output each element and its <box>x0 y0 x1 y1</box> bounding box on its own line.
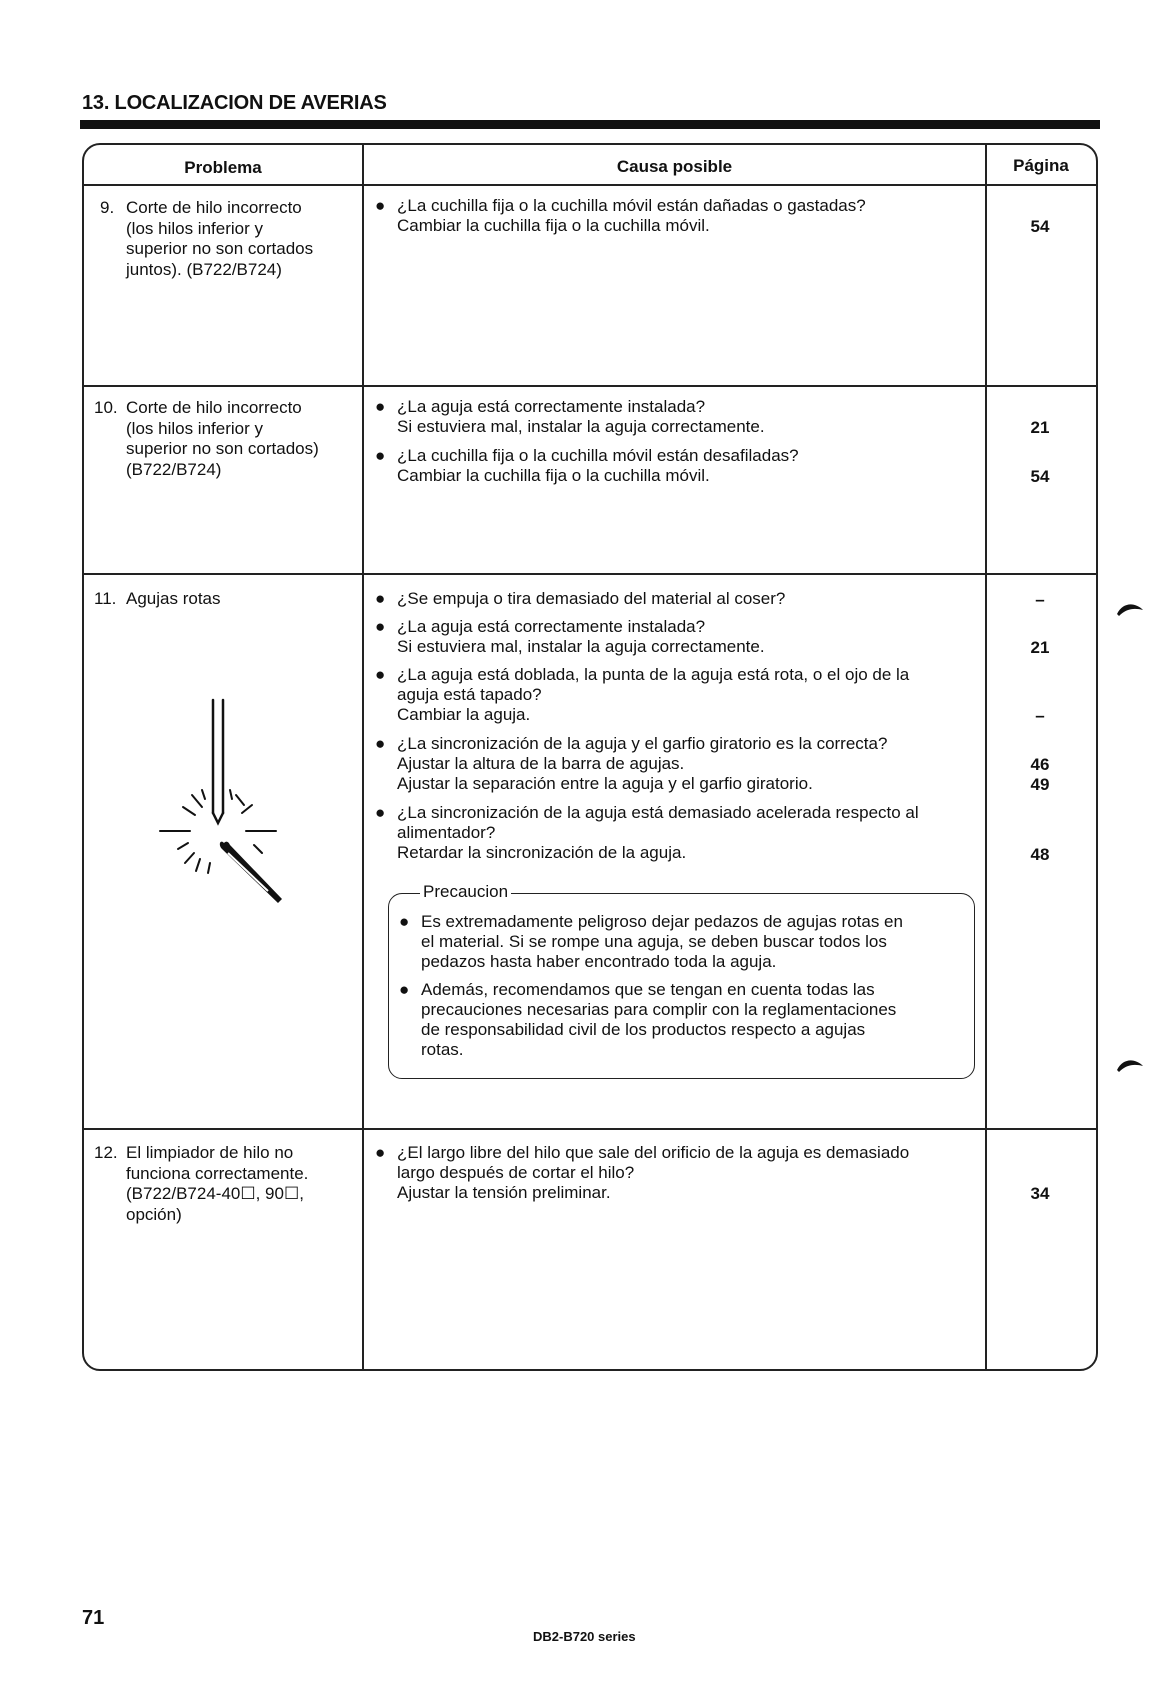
problem-line: juntos). (B722/B724) <box>126 259 282 279</box>
bullet-icon: ● <box>375 617 386 636</box>
page-ref: 21 <box>1030 418 1050 437</box>
caution-label: Precaucion <box>420 882 511 902</box>
caution-line: pedazos hasta haber encontrado toda la aguja. <box>421 952 777 971</box>
header-page: Página <box>1013 156 1069 175</box>
row-divider <box>82 573 1098 575</box>
cause-line: Cambiar la cuchilla fija o la cuchilla móvil. <box>397 216 710 235</box>
page-ref: – <box>1035 590 1045 609</box>
cause-line: ¿La cuchilla fija o la cuchilla móvil están dañadas o gastadas? <box>397 196 866 215</box>
row-number: 12. <box>94 1143 118 1162</box>
page-ref: – <box>1035 706 1045 725</box>
problem-line: (B722/B724) <box>126 459 222 479</box>
cause-line: Ajustar la tensión preliminar. <box>397 1183 611 1202</box>
problem-line: (B722/B724-40☐, 90☐, <box>126 1184 304 1203</box>
bullet-icon: ● <box>375 397 386 416</box>
cause-line: Si estuviera mal, instalar la aguja correctamente. <box>397 637 765 656</box>
page-ref: 49 <box>1030 775 1050 794</box>
cause-line: ¿El largo libre del hilo que sale del orificio de la aguja es demasiado <box>397 1143 910 1162</box>
cause-line: ¿La aguja está doblada, la punta de la aguja está rota, o el ojo de la <box>397 665 910 684</box>
row-divider <box>82 1128 1098 1130</box>
cause-line: Si estuviera mal, instalar la aguja correctamente. <box>397 417 765 436</box>
problem-line: superior no son cortados <box>126 239 314 258</box>
cause-line: ¿Se empuja o tira demasiado del material al coser? <box>397 589 786 608</box>
caution-line: de responsabilidad civil de los productos respecto a agujas <box>421 1020 866 1039</box>
bullet-icon: ● <box>375 589 386 608</box>
cause-item <box>375 196 866 236</box>
bullet-icon: ● <box>375 803 386 822</box>
problem-text <box>126 1143 308 1225</box>
page-ref: 21 <box>1030 638 1050 657</box>
bullet-icon: ● <box>375 1143 386 1162</box>
header-problem: Problema <box>184 158 262 177</box>
bullet-icon: ● <box>375 734 386 753</box>
page-ref: 48 <box>1030 845 1050 864</box>
caution-item <box>399 912 903 972</box>
cause-line: largo después de cortar el hilo? <box>397 1163 635 1182</box>
problem-line: opción) <box>126 1204 182 1224</box>
caution-item <box>399 980 897 1060</box>
problem-line: funciona correctamente. <box>126 1163 309 1183</box>
cause-item <box>375 589 786 609</box>
cause-line: Cambiar la aguja. <box>397 705 531 724</box>
cause-item <box>375 446 799 486</box>
bullet-icon: ● <box>399 980 410 999</box>
problem-line: Agujas rotas <box>126 589 221 608</box>
bullet-icon: ● <box>375 196 386 215</box>
problem-text <box>126 198 313 280</box>
problem-line: Corte de hilo incorrecto <box>126 398 302 417</box>
cause-item <box>375 1143 910 1203</box>
title-rule <box>80 120 1100 129</box>
problem-text <box>126 398 319 480</box>
row-number: 11. <box>94 589 117 608</box>
cause-line: Ajustar la altura de la barra de agujas. <box>397 754 685 773</box>
caution-line: Además, recomendamos que se tengan en cuenta todas las <box>421 980 875 999</box>
cause-line: ¿La aguja está correctamente instalada? <box>397 397 706 416</box>
cause-line: alimentador? <box>397 823 496 842</box>
cause-line: Cambiar la cuchilla fija o la cuchilla móvil. <box>397 466 710 485</box>
caution-line: el material. Si se rompe una aguja, se deben buscar todos los <box>421 932 887 951</box>
broken-needle-icon <box>150 695 290 915</box>
cause-line: ¿La aguja está correctamente instalada? <box>397 617 706 636</box>
cause-item <box>375 665 910 725</box>
page-ref: 54 <box>1030 467 1050 486</box>
problem-line: superior no son cortados) <box>126 439 319 458</box>
bullet-icon: ● <box>375 446 386 465</box>
cause-item <box>375 803 919 863</box>
page-title: 13. LOCALIZACION DE AVERIAS <box>82 92 387 114</box>
cause-line: ¿La cuchilla fija o la cuchilla móvil están desafiladas? <box>397 446 799 465</box>
caution-line: precauciones necesarias para complir con la reglamentaciones <box>421 1000 897 1019</box>
bullet-icon: ● <box>399 912 410 931</box>
page-number: 71 <box>82 1607 105 1629</box>
cause-item <box>375 397 765 437</box>
cause-item <box>375 734 888 794</box>
cause-line: aguja está tapado? <box>397 685 542 704</box>
caution-line: rotas. <box>421 1040 464 1059</box>
cause-line: Retardar la sincronización de la aguja. <box>397 843 687 862</box>
row-number: 10. <box>94 398 118 417</box>
problem-line: (los hilos inferior y <box>126 418 263 438</box>
column-divider <box>362 143 364 1371</box>
problem-line: Corte de hilo incorrecto <box>126 198 302 217</box>
caution-line: Es extremadamente peligroso dejar pedazos de agujas rotas en <box>421 912 903 931</box>
row-divider <box>82 385 1098 387</box>
row-number: 9. <box>100 198 115 217</box>
cause-line: Ajustar la separación entre la aguja y el garfio giratorio. <box>397 774 813 793</box>
cause-line: ¿La sincronización de la aguja y el garfio giratorio es la correcta? <box>397 734 888 753</box>
series-label: DB2-B720 series <box>533 1629 636 1644</box>
page-ref: 54 <box>1030 217 1050 236</box>
cause-line: ¿La sincronización de la aguja está demasiado acelerada respecto al <box>397 803 919 822</box>
bullet-icon: ● <box>375 665 386 684</box>
binder-mark-icon <box>1115 600 1145 616</box>
cause-item <box>375 617 765 657</box>
header-divider <box>82 184 1098 186</box>
problem-line: El limpiador de hilo no <box>126 1143 294 1162</box>
page-ref: 46 <box>1030 755 1050 774</box>
page-ref: 34 <box>1030 1184 1050 1203</box>
problem-text <box>126 589 221 610</box>
problem-line: (los hilos inferior y <box>126 218 263 238</box>
binder-mark-icon <box>1115 1056 1145 1072</box>
header-cause: Causa posible <box>616 157 733 176</box>
column-divider <box>985 143 987 1371</box>
